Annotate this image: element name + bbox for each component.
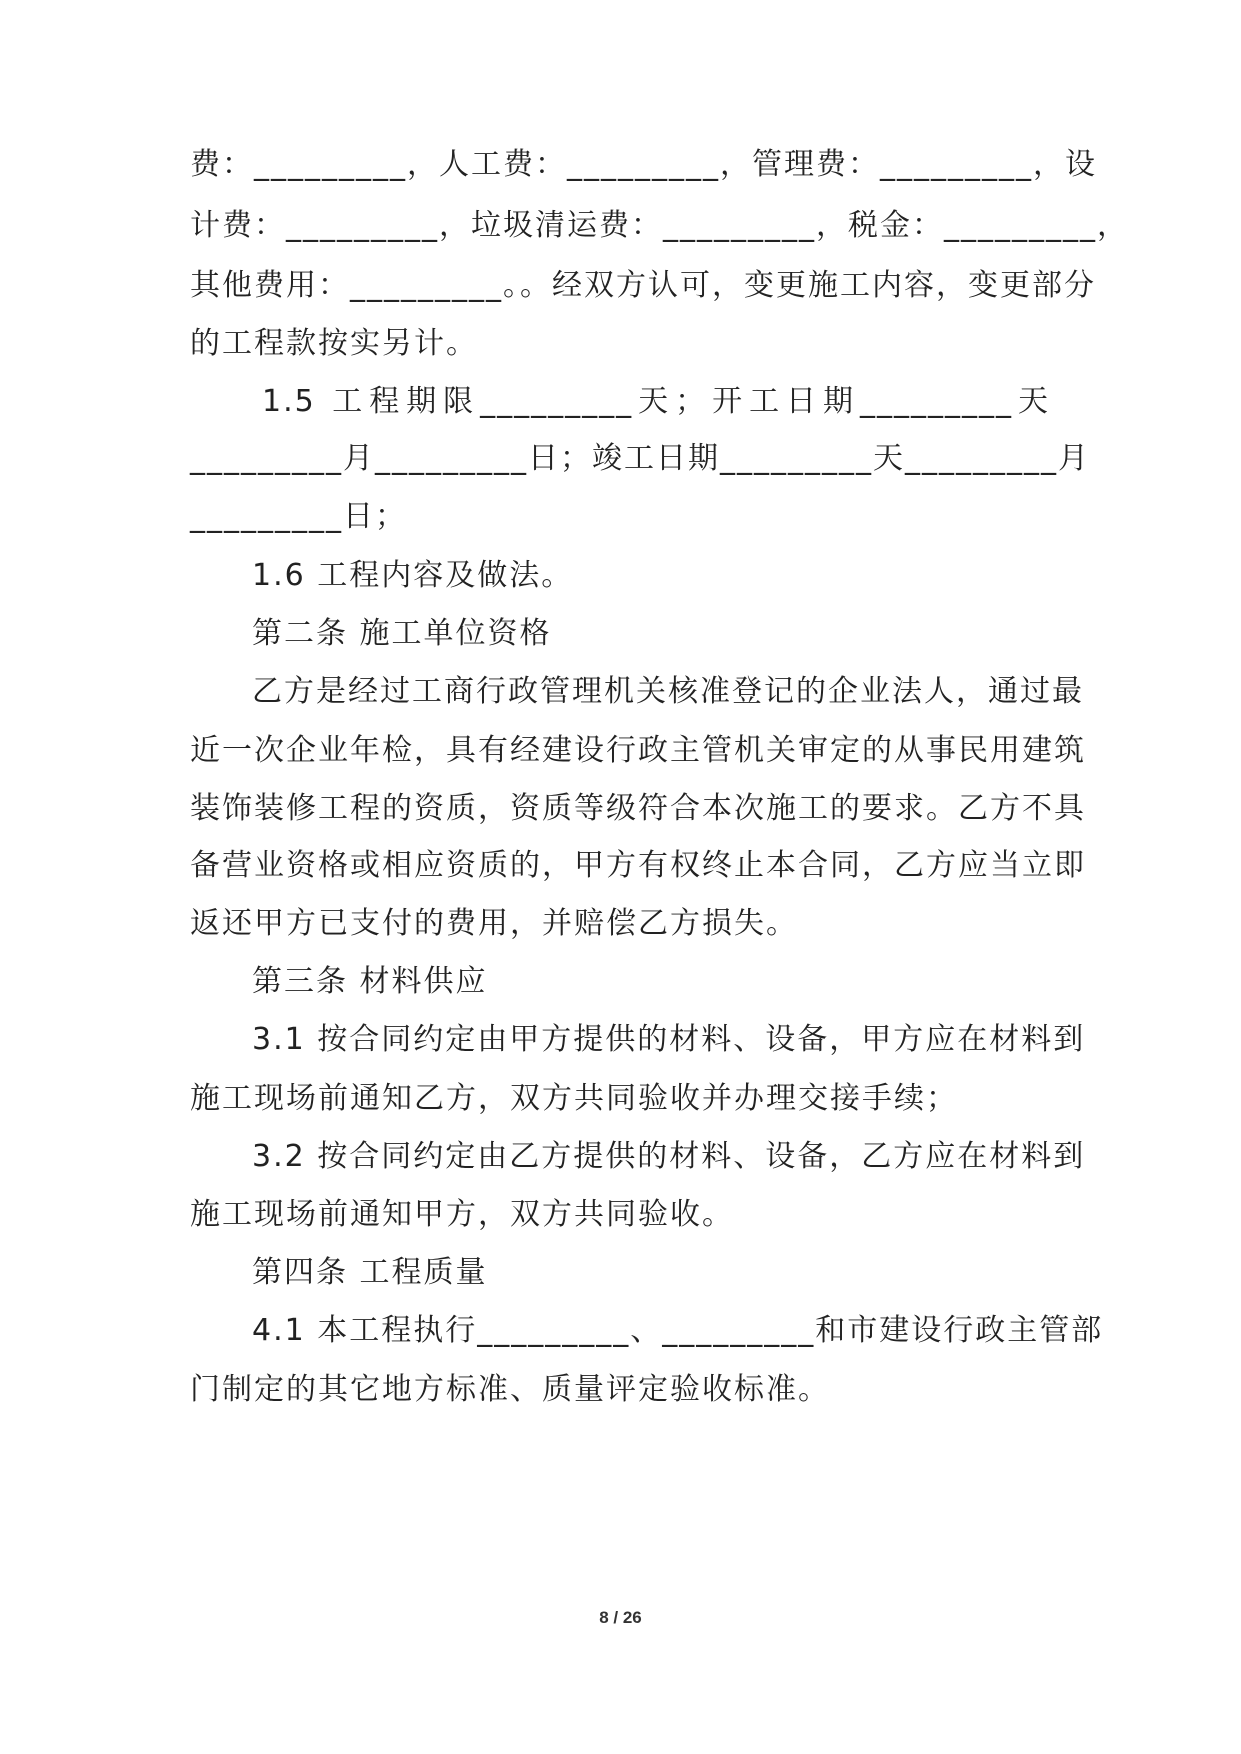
text-line: 备营业资格或相应资质的，甲方有权终止本合同，乙方应当立即 [190,848,1086,883]
text-line: 其他费用：_________。。经双方认可，变更施工内容，变更部分 [190,268,1096,303]
text-line: 费：_________，人工费：_________，管理费：_________，设 [190,147,1097,182]
text-line: 施工现场前通知乙方，双方共同验收并办理交接手续； [190,1081,958,1116]
text-line: 近一次企业年检，具有经建设行政主管机关审定的从事民用建筑 [190,733,1086,768]
text-line: 的工程款按实另计。 [190,326,478,361]
text-line: 3.1 按合同约定由甲方提供的材料、设备，甲方应在材料到 [252,1022,1086,1057]
text-line: 门制定的其它地方标准、质量评定验收标准。 [190,1372,830,1407]
text-line: 4.1 本工程执行_________、_________和市建设行政主管部 [252,1313,1104,1348]
text-line: 返还甲方已支付的费用，并赔偿乙方损失。 [190,906,798,941]
text-line: 1.5 工程期限_________天；开工日期_________天 [262,384,1050,419]
page-number: 8 / 26 [599,1608,642,1627]
section-heading: 第四条 工程质量 [252,1255,488,1290]
section-heading: 第二条 施工单位资格 [252,616,552,651]
section-heading: 第三条 材料供应 [252,964,488,999]
text-line: 1.6 工程内容及做法。 [252,558,574,593]
text-line: _________日； [190,499,407,534]
text-line: 3.2 按合同约定由乙方提供的材料、设备，乙方应在材料到 [252,1139,1086,1174]
text-line: 装饰装修工程的资质，资质等级符合本次施工的要求。乙方不具 [190,791,1086,826]
text-line: 施工现场前通知甲方，双方共同验收。 [190,1197,734,1232]
text-line: 计费：_________，垃圾清运费：_________，税金：_________， [190,208,1129,243]
text-line: 乙方是经过工商行政管理机关核准登记的企业法人，通过最 [252,674,1084,709]
text-line: _________月_________日；竣工日期_________天_________月 [190,441,1090,476]
